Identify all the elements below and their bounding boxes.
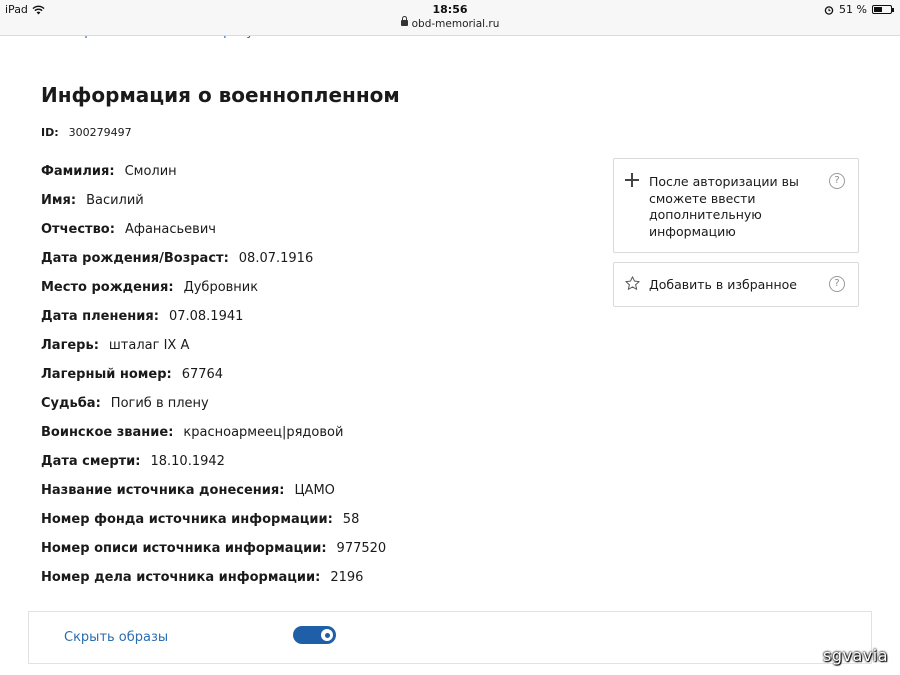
field-row	[41, 454, 386, 483]
field-value: шталаг IX A	[108, 338, 190, 353]
field-label: Лагерь:	[41, 338, 99, 353]
field-label: Судьба:	[41, 396, 101, 411]
images-panel	[28, 611, 872, 664]
field-row	[41, 338, 386, 367]
page-title: Информация о военнопленном	[41, 83, 400, 107]
address-bar[interactable]	[0, 18, 900, 30]
field-row	[41, 541, 386, 570]
status-right	[824, 3, 892, 16]
hide-images-toggle[interactable]	[293, 626, 336, 644]
help-icon[interactable]: ?	[829, 276, 845, 292]
field-label: Имя:	[41, 193, 77, 208]
field-row	[41, 367, 386, 396]
record-id-value: 300279497	[68, 126, 132, 139]
field-label: Дата смерти:	[41, 454, 141, 469]
field-value: Василий	[86, 193, 144, 208]
battery-percent: 51 %	[839, 3, 867, 16]
field-label: Лагерный номер:	[41, 367, 172, 382]
status-time: 18:56	[432, 3, 468, 16]
star-icon	[624, 275, 641, 292]
auth-info-text: После авторизации вы сможете ввести дополнительную информацию	[649, 174, 799, 239]
device-name: iPad	[5, 3, 28, 16]
record-id	[41, 126, 132, 139]
address-url: obd-memorial.ru	[411, 18, 500, 30]
field-label: Номер дела источника информации:	[41, 570, 321, 585]
field-label: Название источника донесения:	[41, 483, 285, 498]
field-value: 58	[342, 512, 360, 527]
field-row	[41, 396, 386, 425]
field-row	[41, 512, 386, 541]
record-fields	[41, 164, 386, 599]
field-value: 67764	[181, 367, 224, 382]
lock-icon	[401, 20, 408, 26]
field-value: Афанасьевич	[124, 222, 216, 237]
field-value: Смолин	[124, 164, 177, 179]
status-bar	[0, 0, 900, 36]
field-row	[41, 193, 386, 222]
alarm-clock-icon	[824, 5, 834, 15]
field-label: Воинское звание:	[41, 425, 174, 440]
add-to-favorites-button[interactable]	[613, 262, 859, 307]
field-label: Дата рождения/Возраст:	[41, 251, 229, 266]
field-row	[41, 222, 386, 251]
field-label: Номер описи источника информации:	[41, 541, 327, 556]
field-row	[41, 280, 386, 309]
field-label: Место рождения:	[41, 280, 174, 295]
battery-fill	[874, 7, 882, 12]
field-row	[41, 251, 386, 280]
field-row	[41, 164, 386, 193]
field-value: 08.07.1916	[238, 251, 314, 266]
field-row	[41, 483, 386, 512]
help-icon[interactable]: ?	[829, 173, 845, 189]
field-value: красноармеец|рядовой	[183, 425, 344, 440]
field-row	[41, 425, 386, 454]
field-row	[41, 309, 386, 338]
field-row	[41, 570, 386, 599]
field-value: Дубровник	[183, 280, 259, 295]
field-value: 2196	[330, 570, 364, 585]
field-label: Дата пленения:	[41, 309, 159, 324]
field-value: Погиб в плену	[110, 396, 209, 411]
field-value: 18.10.1942	[150, 454, 225, 469]
field-label: Отчество:	[41, 222, 115, 237]
add-to-favorites-label: Добавить в избранное	[649, 277, 797, 292]
toggle-knob	[321, 629, 333, 641]
battery-icon	[872, 5, 892, 14]
field-label: Фамилия:	[41, 164, 115, 179]
plus-icon	[625, 173, 639, 187]
hide-images-link[interactable]: Скрыть образы	[64, 630, 169, 645]
record-id-label: ID:	[41, 126, 59, 139]
field-value: 977520	[336, 541, 387, 556]
field-label: Номер фонда источника информации:	[41, 512, 333, 527]
field-value: ЦАМО	[294, 483, 335, 498]
field-value: 07.08.1941	[168, 309, 244, 324]
watermark: sgvavia	[823, 646, 888, 665]
auth-info-box[interactable]	[613, 158, 859, 253]
